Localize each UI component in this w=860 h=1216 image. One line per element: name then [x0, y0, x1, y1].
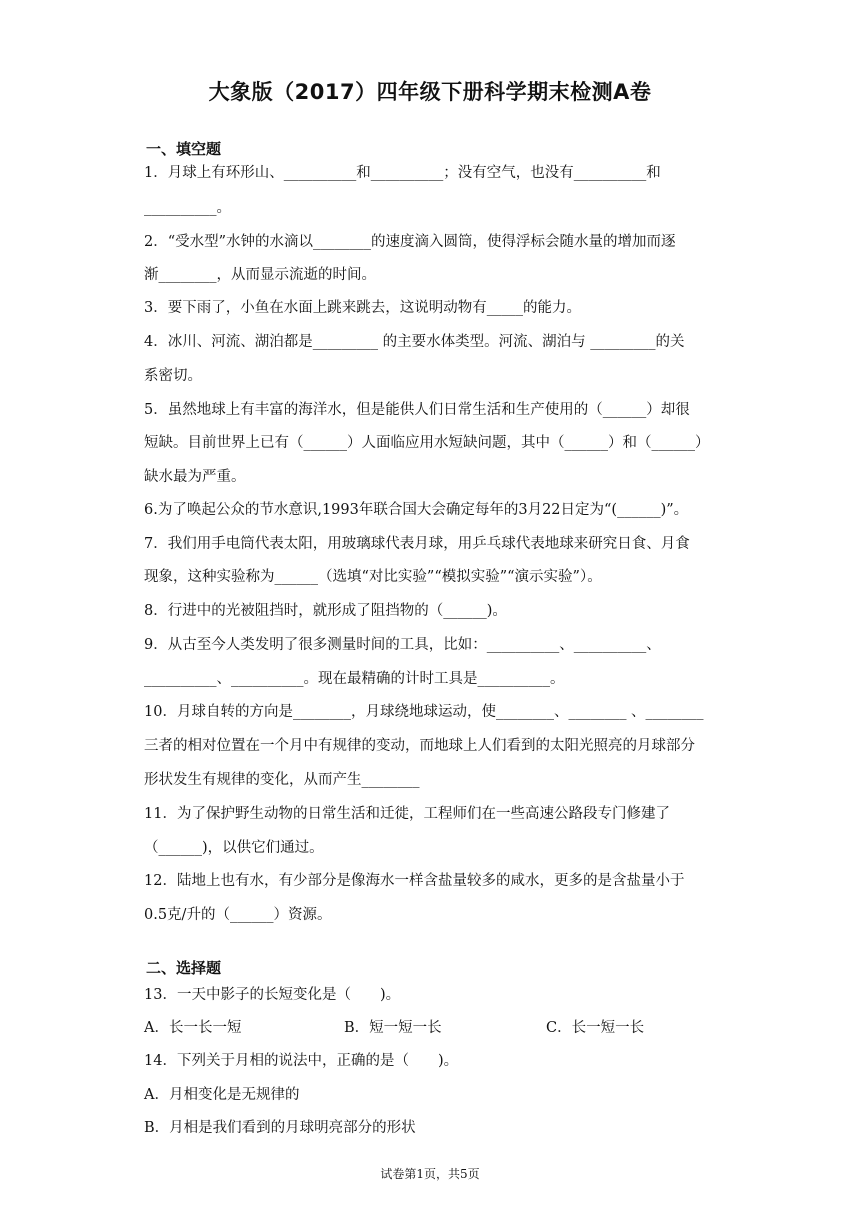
question-line: 现象，这种实验称为______（选填“对比实验”“模拟实验”“演示实验”）。	[144, 569, 602, 585]
question-stem: 13．一天中影子的长短变化是（ )。	[144, 987, 401, 1003]
question-line: 渐________，从而显示流逝的时间。	[144, 267, 376, 283]
section-heading-multiple-choice: 二、选择题	[146, 959, 222, 977]
question-line: 缺水最为严重。	[144, 469, 246, 485]
question-line: 5．虽然地球上有丰富的海洋水，但是能供人们日常生活和生产使用的（______）却很	[144, 402, 690, 418]
question-line: 形状发生有规律的变化，从而产生________	[144, 772, 420, 788]
answer-option: B．月相是我们看到的月球明亮部分的形状	[144, 1120, 416, 1136]
question-line: 1．月球上有环形山、__________和__________；没有空气，也没有__________和	[144, 165, 661, 181]
page-title: 大象版（2017）四年级下册科学期末检测A卷	[208, 80, 652, 104]
question-line: 6.为了唤起公众的节水意识,1993年联合国大会确定每年的3月22日定为“(______)”。	[144, 502, 689, 518]
answer-option: A．长一长一短	[144, 1020, 242, 1036]
page-footer: 试卷第1页，共5页	[380, 1167, 480, 1181]
question-line: 2．“受水型”水钟的水滴以________的速度滴入圆筒，使得浮标会随水量的增加而逐	[144, 234, 676, 250]
answer-option: C．长一短一长	[546, 1020, 645, 1036]
question-line: 短缺。目前世界上已有（______）人面临应用水短缺问题，其中（______）和（______）	[144, 435, 710, 451]
question-line: __________。	[144, 200, 231, 216]
question-line: __________、__________。现在最精确的计时工具是__________。	[144, 671, 565, 687]
answer-option: A．月相变化是无规律的	[144, 1087, 300, 1103]
question-line: 9．从古至今人类发明了很多测量时间的工具，比如：__________、__________、	[144, 637, 661, 653]
question-line: 8．行进中的光被阻挡时，就形成了阻挡物的（______)。	[144, 603, 507, 619]
question-line: （______)，以供它们通过。	[144, 840, 324, 856]
question-line: 三者的相对位置在一个月中有规律的变动，而地球上人们看到的太阳光照亮的月球部分	[144, 738, 695, 754]
section-heading-fill-blank: 一、填空题	[146, 140, 222, 158]
question-line: 0.5克/升的（______）资源。	[144, 907, 332, 923]
answer-option: B．短一短一长	[344, 1020, 442, 1036]
question-line: 系密切。	[144, 368, 202, 384]
question-line: 10．月球自转的方向是________，月球绕地球运动，使________、________ 、________	[144, 704, 704, 720]
question-line: 3．要下雨了，小鱼在水面上跳来跳去，这说明动物有_____的能力。	[144, 300, 581, 316]
question-line: 4．冰川、河流、湖泊都是_________ 的主要水体类型。河流、湖泊与 _________的关	[144, 334, 685, 350]
question-stem: 14．下列关于月相的说法中，正确的是（ )。	[144, 1053, 459, 1069]
question-line: 12．陆地上也有水，有少部分是像海水一样含盐量较多的咸水，更多的是含盐量小于	[144, 873, 685, 889]
question-line: 11．为了保护野生动物的日常生活和迁徙，工程师们在一些高速公路段专门修建了	[144, 806, 670, 822]
question-line: 7．我们用手电筒代表太阳，用玻璃球代表月球，用乒乓球代表地球来研究日食、月食	[144, 536, 690, 552]
